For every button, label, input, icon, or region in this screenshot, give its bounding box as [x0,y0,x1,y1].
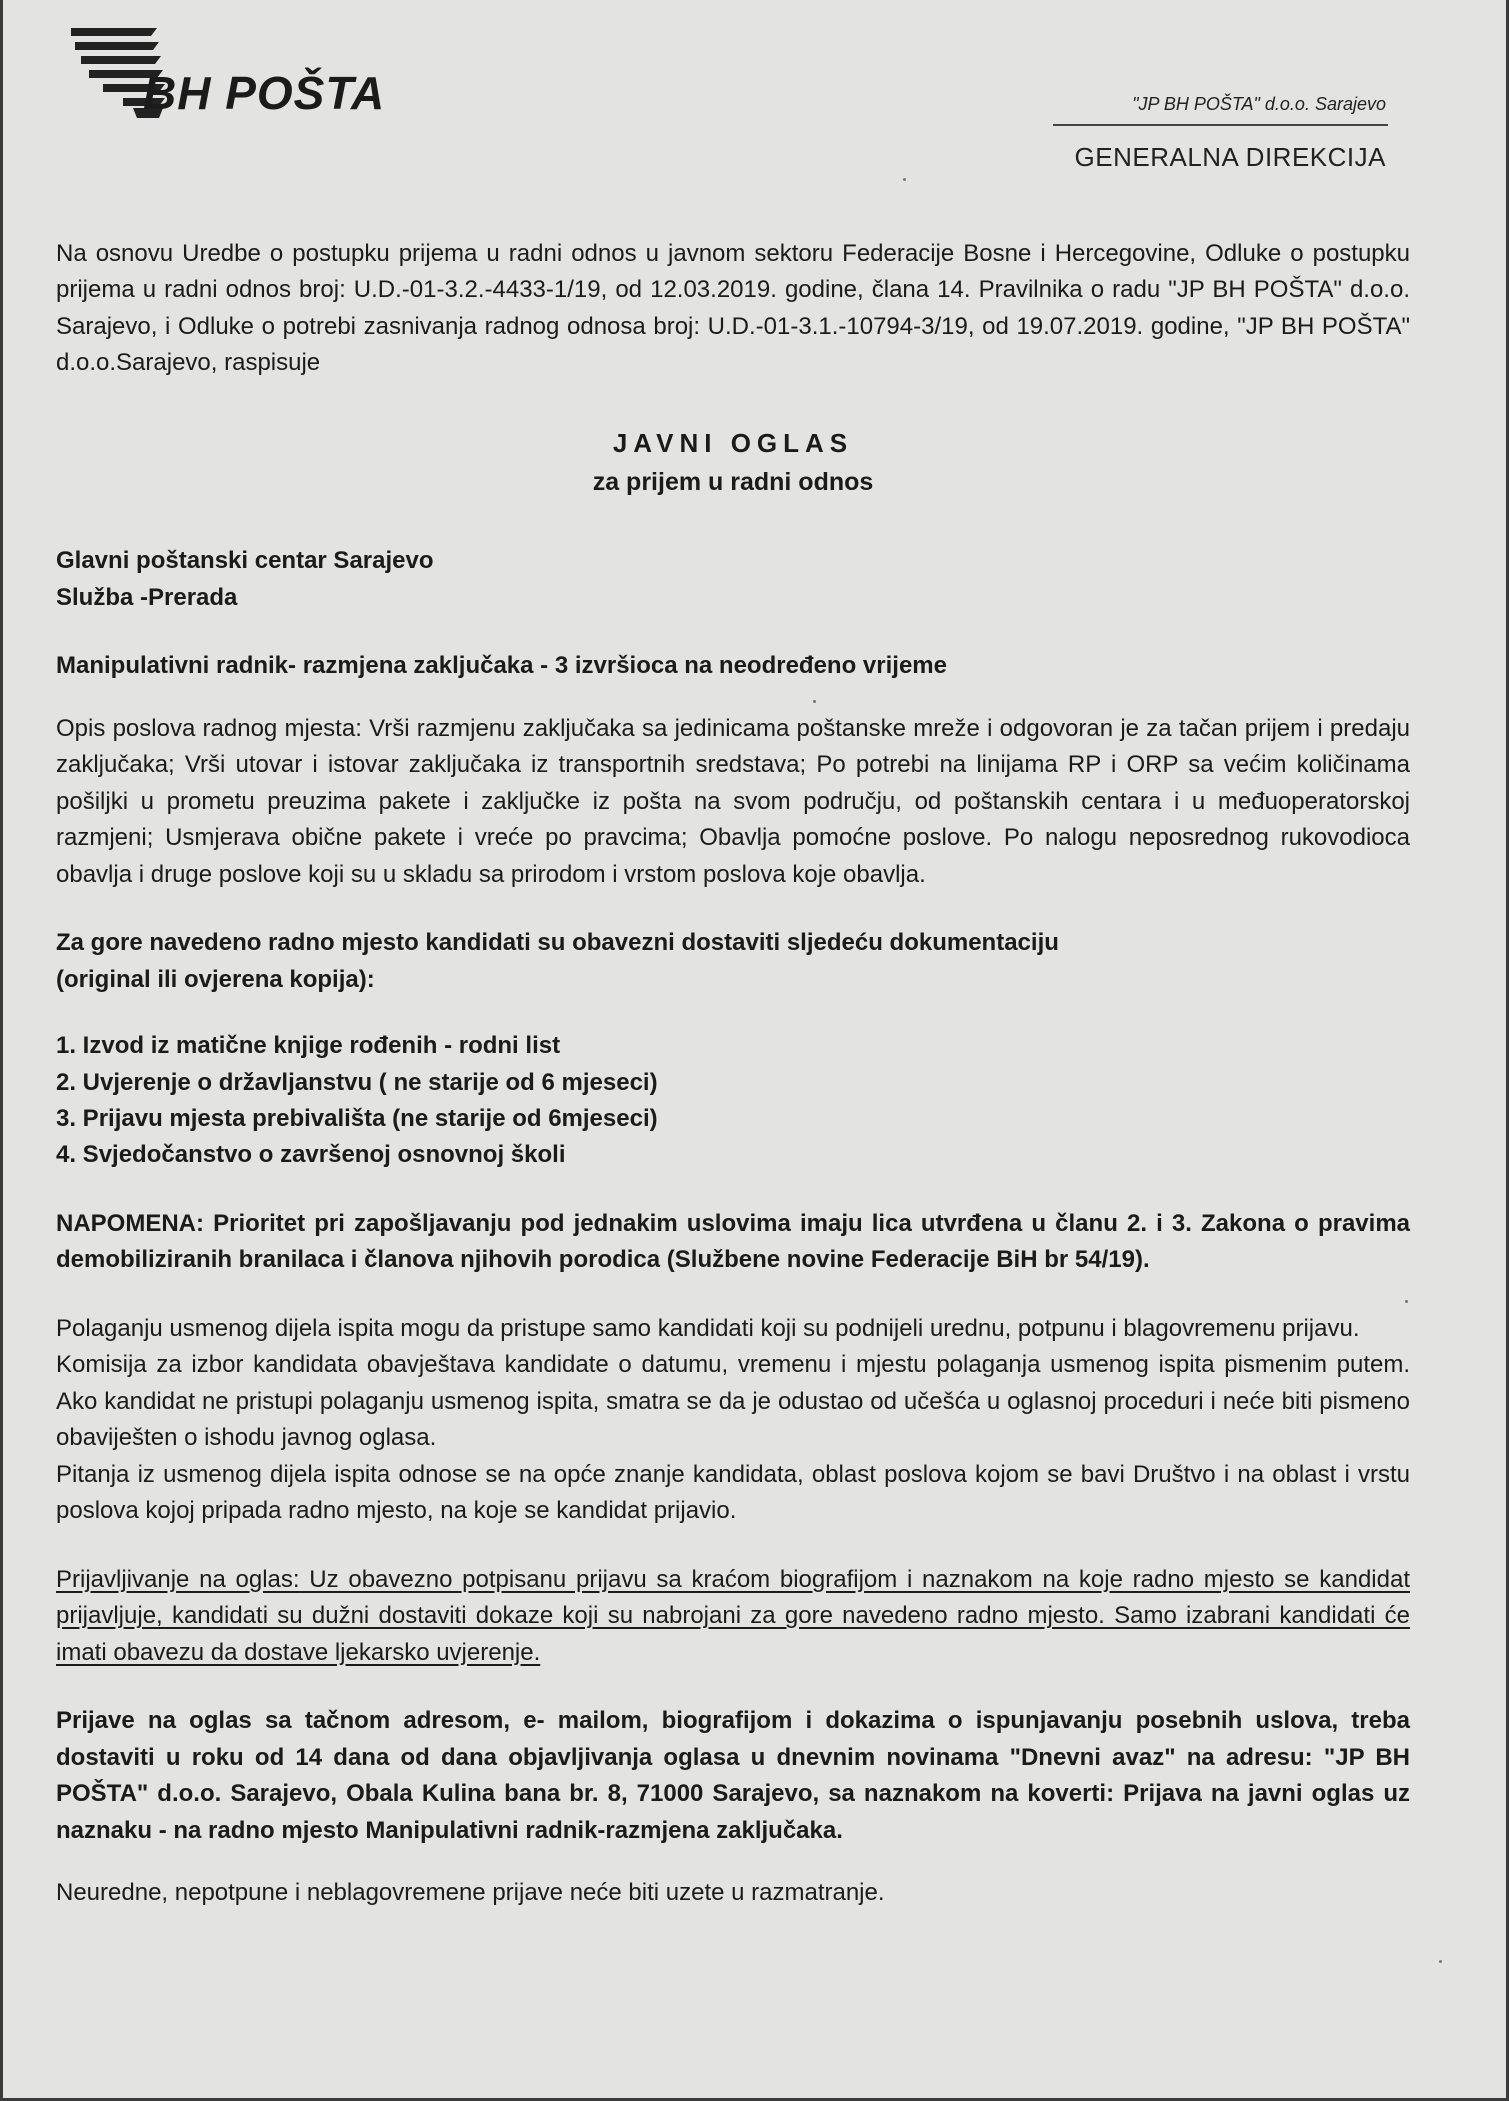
company-name: "JP BH POŠTA" d.o.o. Sarajevo [1132,94,1386,114]
notice-heading [56,424,1410,502]
scan-speck [1405,1300,1408,1303]
notice-body [56,236,1410,1911]
exam-paragraph-3: Pitanja iz usmenog dijela ispita odnose se na opće znanje kandidata, oblast poslova kojom se bavi Društvo i na oblast i vrstu poslova kojoj pripada radno mjesto, na koje se kandidat prijavio. [56,1460,1410,1525]
napomena-label: NAPOMENA: [56,1209,204,1237]
scan-speck [813,700,816,703]
document-item: 1. Izvod iz matične knjige rođenih - rodni list [56,1032,561,1060]
department-title: GENERALNA DIREKCIJA [1074,142,1386,172]
scan-speck [903,178,906,181]
submission-paragraph: Prijave na oglas sa tačnom adresom, e- mailom, biografijom i dokazima o ispunjavanju posebnih uslova, treba dostaviti u roku od 14 dana od dana objavljivanja oglasa u dnevnim novinama "Dnevni avaz" na adresu: "JP BH POŠTA" d.o.o. Sarajevo, Obala Kulina bana br. 8, 71000 Sarajevo, sa naznakom na koverti: Prijava na javni oglas uz naznaku - na radno mjesto Manipulativni radnik-razmjena zaključaka. [56,1707,1410,1844]
application-text: Uz obavezno potpisanu prijavu sa kraćom biografijom i naznakom na koje radno mjesto se kandidat prijavljuje, kandidati su dužni dostaviti dokaze koji su nabrojani za gore navedeno radno mjesto. Samo izabrani kandidati će imati obavezu da dostave ljekarsko uvjerenje. [56,1565,1410,1666]
org-unit-line-2: Služba -Prerada [56,583,238,611]
position-title: Manipulativni radnik- razmjena zaključaka - 3 izvršioca na neodređeno vrijeme [56,652,947,680]
docs-intro-line-2: (original ili ovjerena kopija): [56,965,375,993]
org-unit-line-1: Glavni poštanski centar Sarajevo [56,547,434,575]
application-paragraph [56,1562,1410,1671]
logo-text: BH POŠTA [143,67,386,119]
notice-title: JAVNI OGLAS [612,427,854,458]
napomena-text: Prioritet pri zapošljavanju pod jednakim uslovima imaju lica utvrđena u članu 2. i 3. Zakona o pravima demobiliziranih branilaca i članova njihovih porodica (Službene novine Federacije BiH br 54/19). [56,1209,1410,1274]
header-divider [1053,124,1388,126]
docs-intro [56,925,1410,998]
napomena-paragraph [56,1206,1410,1279]
application-label: Prijavljivanje na oglas: [56,1565,300,1593]
docs-intro-line-1: Za gore navedeno radno mjesto kandidati su obavezni dostaviti sljedeću dokumentaciju [56,929,1059,957]
document-item: 4. Svjedočanstvo o završenoj osnovnoj školi [56,1141,566,1169]
document-item: 2. Uvjerenje o državljanstvu ( ne starije od 6 mjeseci) [56,1068,658,1096]
org-unit [56,543,1410,616]
job-description: Opis poslova radnog mjesta: Vrši razmjenu zaključaka sa jedinicama poštanske mreže i odgovoran je za tačan prijem i predaju zaključaka; Vrši utovar i istovar zaključaka iz transportnih sredstava; Po potrebi na linijama RP i ORP sa većim količinama pošiljki u prometu preuzima pakete i zaključke iz pošta na svom području, od poštanskih centara i u međuoperatorskoj razmjeni; Usmjerava obične pakete i vreće po pravcima; Obavlja pomoćne poslove. Po nalogu neposrednog rukovodioca obavlja i druge poslove koji su u skladu sa prirodom i vrstom poslova koje obavlja. [56,714,1410,888]
exam-paragraph-1: Polaganju usmenog dijela ispita mogu da pristupe samo kandidati koji su podnijeli urednu, potpunu i blagovremenu prijavu. [56,1314,1360,1342]
intro-paragraph: Na osnovu Uredbe o postupku prijema u radni odnos u javnom sektoru Federacije Bosne i Hercegovine, Odluke o postupku prijema u radni odnos broj: U.D.-01-3.2.-4433-1/19, od 12.03.2019. godine, člana 14. Pravilnika o radu "JP BH POŠTA" d.o.o. Sarajevo, i Odluke o potrebi zasnivanja radnog odnosa broj: U.D.-01-3.1.-10794-3/19, od 19.07.2019. godine, "JP BH POŠTA" d.o.o.Sarajevo, raspisuje [56,240,1410,377]
exam-paragraph-2: Komisija za izbor kandidata obavještava kandidate o datumu, vremenu i mjestu polaganja usmenog ispita pismenim putem. Ako kandidat ne pristupi polaganju usmenog ispita, smatra se da je odustao od učešća u oglasnoj proceduri i neće biti pismeno obaviješten o ishodu javnog oglasa. [56,1351,1410,1452]
notice-subtitle: za prijem u radni odnos [592,468,874,497]
scan-speck [1439,1960,1442,1963]
document-item: 3. Prijavu mjesta prebivališta (ne starije od 6mjeseci) [56,1105,658,1133]
closing-sentence: Neuredne, nepotpune i neblagovremene prijave neće biti uzete u razmatranje. [56,1878,885,1906]
documents-list [56,1028,1410,1174]
